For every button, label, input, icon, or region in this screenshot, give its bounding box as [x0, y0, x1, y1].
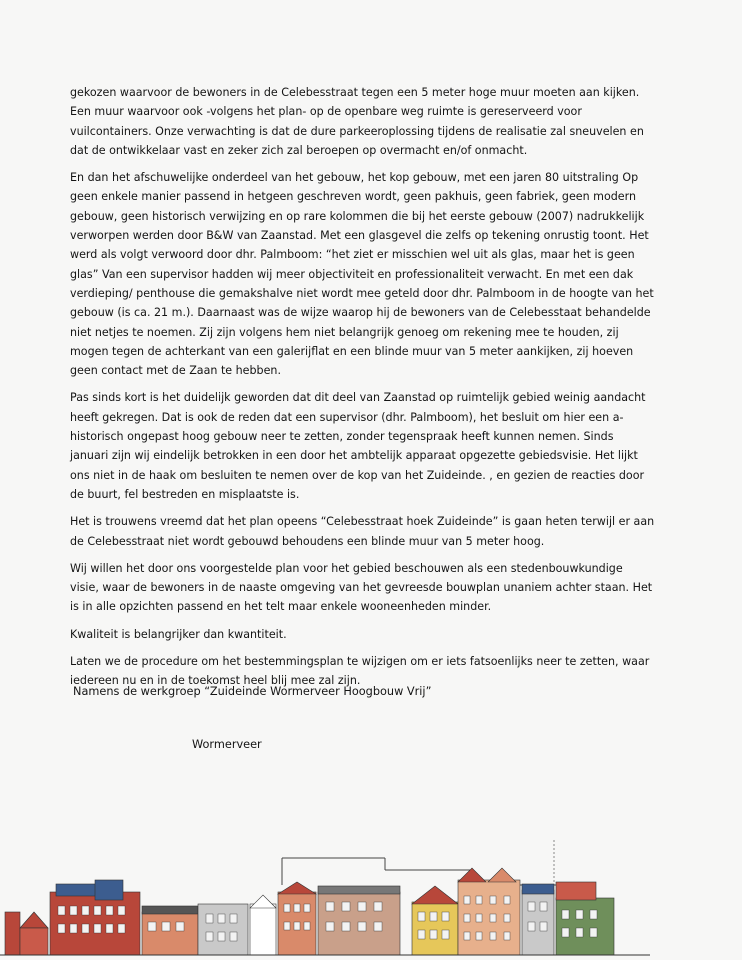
place-name: Wormerveer — [192, 738, 262, 751]
paragraph-6: Kwaliteit is belangrijker dan kwantiteit. — [70, 627, 287, 641]
paragraph-1: gekozen waarvoor de bewoners in de Celebesstraat tegen een 5 meter hoge muur moeten aan kijken. Een muur waarvoor ook -volgens het plan- op de openbare weg ruimte is gereserveerd voor vuilcontainers. Onze verwachting is dat de dure parkeeroplossing tijdens de realisatie zal sneuvelen en dat de ontwikkelaar vast en zeker zich zal beroepen op overmacht en/of onmacht. — [70, 86, 644, 157]
signature-line: Namens de werkgroep “Zuideinde Wormerveer Hoogbouw Vrij” — [73, 685, 432, 698]
paragraph-7: Laten we de procedure om het bestemmingsplan te wijzigen om er iets fatsoenlijks neer te zetten, waar iedereen nu en in de toekomst heel blij mee zal zijn. — [70, 655, 650, 688]
paragraph-2: En dan het afschuwelijke onderdeel van het gebouw, het kop gebouw, met een jaren 80 uitstraling Op geen enkele manier passend in hetgeen geschreven wordt, geen pakhuis, geen fabriek, geen modern gebouw, geen historisch verwijzing en op rare kolommen die bij het eerste gebouw (2007) nadrukkelijk verworpen werden door B&W van Zaanstad. Met een glasgevel die zelfs op tekening onrustig toont. Het werd als volgt verwoord door dhr. Palmboom: “het ziet er misschien wel uit als glas, maar het is geen glas” Van een supervisor hadden wij meer objectiviteit en professionaliteit verwacht. En met een dak verdieping/ penthouse die gemakshalve niet wordt mee geteld door dhr. Palmboom in de hoogte van het gebouw (is ca. 21 m.). Daarnaast was de wijze waarop hij de bewoners van de Celebesstaat behandelde niet netjes te noemen. Zij zijn volgens hem niet belangrijk genoeg om rekening mee te houden, zij mogen tegen de achterkant van een galerijflat en een blinde muur van 5 meter aankijken, zij hoeven geen contact met de Zaan te hebben. — [70, 171, 654, 378]
paragraph-4: Het is trouwens vreemd dat het plan opeens “Celebesstraat hoek Zuideinde” is gaan heten terwijl er aan de Celebesstraat niet wordt gebouwd behoudens een blinde muur van 5 meter hoog. — [70, 515, 655, 548]
paragraph-5: Wij willen het door ons voorgestelde plan voor het gebied beschouwen als een stedenbouwkundige visie, waar de bewoners in de naaste omgeving van het gevreesde bouwplan unaniem achter staan. Het is in alle opzichten passend en het telt maar enkele wooneenheden minder. — [70, 561, 653, 614]
letter-body — [70, 83, 655, 699]
paragraph-3: Pas sinds kort is het duidelijk geworden dat dit deel van Zaanstad op ruimtelijk gebied weinig aandacht heeft gekregen. Dat is ook de reden dat een supervisor (dhr. Palmboom), het besluit om hier een a-historisch ongepast hoog gebouw neer te zetten, zonder tegenspraak heeft kunnen nemen. Sinds januari zijn wij eindelijk betrokken in een door het ambtelijk apparaat opgezette gebiedsvisie. Het lijkt ons niet in de haak om besluiten te nemen over de kop van het Zuideinde. , en gezien de reacties door de buurt, fel bestreden en misplaatste is. — [70, 391, 646, 501]
street-facades-drawing-icon — [0, 840, 742, 960]
